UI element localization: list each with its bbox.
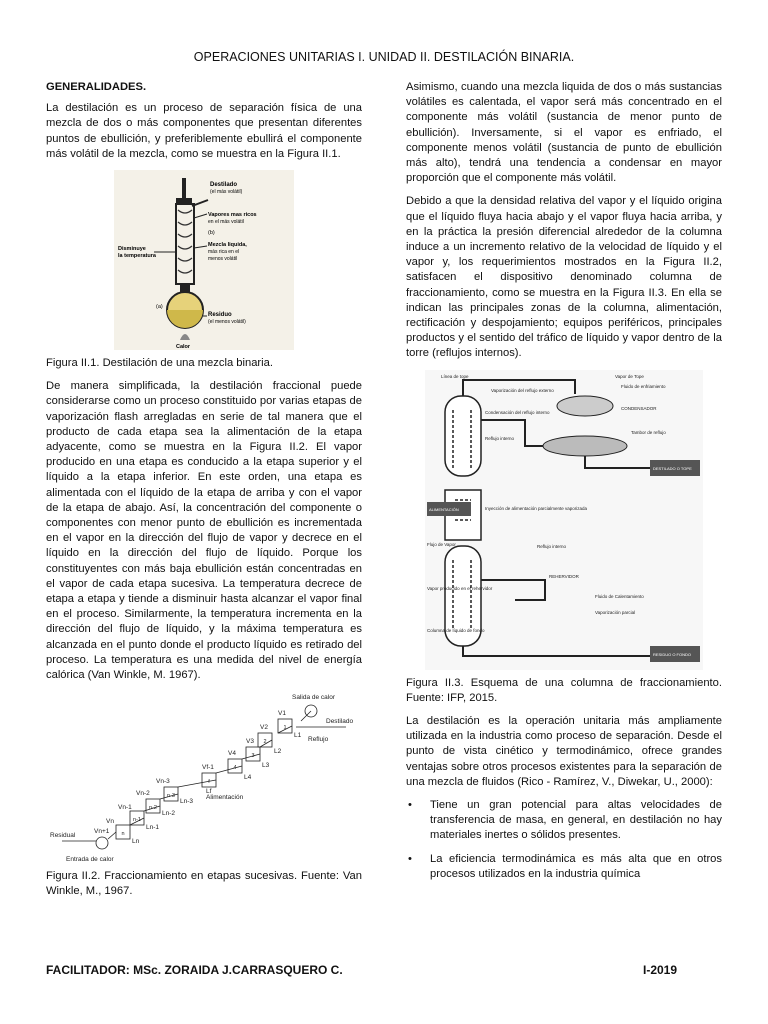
column-packing (178, 210, 192, 273)
list-item-text: Tiene un gran potencial para altas velocidades de transferencia de masa, en general, en destilación no hay materiales inertes o sólidos presentes. (430, 799, 722, 842)
label-vn1: Vn-1 (118, 804, 132, 812)
paragraph-fractional: De manera simplificada, la destilación fraccional puede considerarse como un proceso constituido por varias etapas de vaporización flash arregladas en serie de tal manera que el producto de cada etapa sea la alimentación de la etapa adyacente, como se muestra en la Figura II.2. El vapor producido en una etapa es conducido a la etapa superior y el líquido a la etapa inferior. En este orden, una etapa es alimentada con el líquido de la etapa de arriba y con el vapor de la etapa de abajo. Así, la concentración del componente o componentes con menor punto de ebullición es incrementada en el vapor en la dirección del flujo de vapor y decrece en el líquido en la dirección del flujo de líquido. Porque los constituyentes con más baja ebullición están concentradas en el vapor de cada etapa sucesiva. La temperatura decrece de etapa a etapa y tiende a disminuir hasta alcanzar el vapor final en el proceso. Similarmente, la temperatura incrementa en la dirección del flujo de líquido, y la máxima temperatura es alcanzada en el punto donde el producto líquido es retirado del proceso. La temperatura es una medida del nivel de energía calórica (Van Winkle, M. 1967). (46, 380, 362, 682)
label-ln2: Ln-2 (162, 810, 176, 818)
label-v1: V1 (278, 710, 286, 718)
figure-distillation-flask (114, 170, 294, 350)
label-ln: Ln (132, 838, 140, 846)
label-vapores-sub: en el más volátil (208, 219, 244, 226)
label-reflujo: Reflujo (308, 736, 329, 744)
label-mezcla-sub2: menos volátil (208, 256, 238, 263)
label-inyeccion: Inyección de alimentación parcialmente vaporizada (485, 505, 588, 511)
label-destilado2: Destilado (326, 718, 354, 726)
label-fluido-cal: Fluido de Calentamiento (595, 593, 644, 599)
label-v3: V3 (246, 738, 254, 746)
stage-label-1: 1 (283, 725, 287, 732)
label-tambor: Tambor de reflujo (631, 429, 666, 435)
reboiler-icon (96, 837, 108, 849)
section-heading: GENERALIDADES. (46, 81, 147, 93)
page-title: OPERACIONES UNITARIAS I. UNIDAD II. DESTILACIÓN BINARIA. (193, 50, 575, 64)
label-reflujo-interno: Reflujo interno (485, 435, 515, 441)
stage-label-2: 2 (263, 739, 267, 746)
label-flujo-vapor: Flujo de Vapor (427, 541, 456, 547)
label-destilado-sub: (el más volátil) (210, 189, 243, 196)
label-vf1: Vf-1 (202, 764, 214, 772)
label-salida: Salida de calor (292, 694, 335, 702)
label-vn2: Vn-2 (136, 790, 150, 798)
label-vapor-producido: Vapor producido en el rehervidor (427, 585, 493, 591)
stage-label-n3: n-3 (167, 793, 175, 800)
list-item (406, 852, 722, 882)
label-b: (b) (208, 230, 215, 237)
left-column (46, 80, 362, 908)
figure-3-caption: Figura II.3. Esquema de una columna de fraccionamiento. Fuente: IFP, 2015. (406, 676, 722, 704)
list-item-text: La eficiencia termodinámica es más alta que en otros procesos utilizados en la industria química (430, 852, 722, 880)
label-residuo-sub: (el menos volátil) (208, 319, 246, 326)
label-fluido-enf: Fluido de enfriamiento (621, 383, 666, 389)
label-rehervidor: REHERVIDOR (549, 573, 579, 579)
bullet-icon: • (408, 852, 412, 865)
figure-1-caption: Figura II.1. Destilación de una mezcla binaria. (46, 357, 273, 370)
label-disminuye-sub: la temperatura (118, 253, 156, 260)
label-lf: Lf (206, 788, 212, 796)
label-destilado-tope: DESTILADO O TOPE (653, 465, 692, 471)
footer-facilitator: FACILITADOR: MSc. ZORAIDA J.CARRASQUERO C. (46, 963, 343, 977)
label-l4: L4 (244, 774, 252, 782)
label-v2: V2 (260, 724, 268, 732)
label-residuo: Residuo (208, 312, 232, 319)
label-vapores: Vapores mas ricos (208, 212, 257, 219)
label-condensacion: Condensación del reflujo interno (485, 409, 550, 415)
paragraph-advantages: La destilación es la operación unitaria más ampliamente utilizada en la industria como proceso de separación. Desde el punto de vista cinético y termodinámico, ofrece grandes ventajas sobre otros procesos existentes para la separación de una mezcla de fluidos (Rico - Ramírez, V., Diwekar, U., 2000): (406, 715, 722, 788)
paragraph-density: Debido a que la densidad relativa del vapor y el líquido origina que el líquido fluya hacia abajo y el vapor fluya hacia arriba, y en la práctica la presión diferencial alrededor de la columna induce a un incremento relativo de la velocidad de líquido y el vapor y, los requerimientos mostrados en la Figura II.2, satisfacen el dispositivo denominado columna de fraccionamiento, como se muestra en la Figura II.3. En ella se indican las principales zonas de la columna, alimentación, rectificación y despojamiento; equipos periféricos, principales productos y el sentido del tráfico de líquido y vapor dentro de la torre (reflujos internos). (406, 195, 722, 360)
label-vaporizacion: Vaporización del reflujo externo (491, 387, 554, 393)
flask-stopper (176, 198, 192, 203)
label-alimentacion: Alimentación (206, 794, 244, 802)
thermometer-icon (182, 178, 186, 200)
label-mezcla-sub1: más rica en el (208, 249, 240, 256)
label-destilado: Destilado (210, 182, 238, 189)
label-columna-fondo: Columna de líquido de fondo (427, 627, 485, 633)
label-linea-tope: Línea de tope (441, 373, 469, 379)
bullet-icon: • (408, 799, 412, 812)
label-vn1p: Vn+1 (94, 828, 110, 836)
condenser (557, 396, 613, 416)
advantages-list (406, 798, 722, 882)
label-alimentacion: ALIMENTACIÓN (429, 506, 459, 512)
stage-label-f: f (208, 779, 210, 786)
label-a: (a) (156, 304, 163, 311)
paragraph-vapor: Asimismo, cuando una mezcla liquida de dos o más sustancias volátiles es calentada, el vapor será más concentrado en el componente más volátil (sustancia de menor punto de ebullición). Inversamente, si el vapor es enfriado, el componente menos volátil (sustancia de punto de ebullición más alto), tendrá una tendencia a condensar en mayor proporción que el componente más volátil. (406, 81, 722, 185)
right-column (406, 80, 722, 890)
label-calor: Calor (176, 344, 191, 351)
column-top-section (445, 396, 481, 476)
figure-successive-stages (46, 691, 362, 863)
footer-period: I-2019 (643, 963, 678, 977)
stage-label-n: n (121, 831, 125, 838)
stage-label-4: 4 (233, 765, 237, 772)
liquid (167, 310, 203, 328)
label-l2: L2 (274, 748, 282, 756)
label-vn3: Vn-3 (156, 778, 170, 786)
label-disminuye: Disminuye (118, 246, 146, 253)
flame-icon (180, 334, 190, 340)
label-l3: L3 (262, 762, 270, 770)
label-reflujo-interno2: Reflujo interno (537, 543, 567, 549)
label-residuo-fondo: RESIDUO O FONDO (653, 651, 692, 657)
stage-label-3: 3 (251, 753, 255, 760)
list-item (406, 798, 722, 844)
label-residual: Residual (50, 832, 76, 840)
label-ln1: Ln-1 (146, 824, 160, 832)
figure-2-caption: Figura II.2. Fraccionamiento en etapas sucesivas. Fuente: Van Winkle, M., 1967. (46, 870, 362, 898)
label-condensador: CONDENSADOR (621, 405, 657, 411)
label-vaporizacion2: Vaporización parcial (595, 609, 636, 615)
label-v4: V4 (228, 750, 236, 758)
reflux-drum (543, 436, 627, 456)
figure-fractionating-column (425, 370, 703, 670)
label-mezcla: Mezcla liquida, (208, 242, 247, 249)
paragraph-intro: La destilación es un proceso de separación física de una mezcla de dos o más componentes que presentan diferentes puntos de ebullición, y preferiblemente ebullirá el componente más volátil de la mezcla, como se muestra en la Figura II.1. (46, 102, 362, 160)
fractionating-column (176, 204, 194, 284)
heat-out-line (301, 711, 311, 721)
label-vapor-tope: Vapor de Tope (615, 373, 644, 379)
label-ln3: Ln-3 (180, 798, 194, 806)
label-l1: L1 (294, 732, 302, 740)
label-entrada: Entrada de calor (66, 856, 114, 864)
label-vn: Vn (106, 818, 114, 826)
stage-label-n2: n-2 (149, 805, 157, 812)
stage-label-n1: n-1 (133, 817, 141, 824)
